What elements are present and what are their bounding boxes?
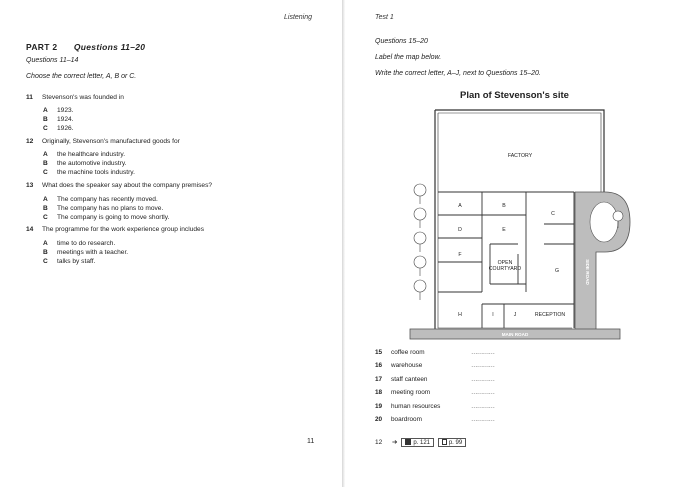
map-title: Plan of Stevenson's site bbox=[460, 90, 569, 101]
option-12-b[interactable]: B the automotive industry. bbox=[43, 160, 127, 167]
map-label-i: I bbox=[492, 312, 494, 318]
question-number: 12 bbox=[26, 138, 34, 145]
left-page bbox=[0, 0, 342, 487]
answer-row-20: 20 boardroom ………… bbox=[375, 415, 495, 423]
option-11-a[interactable]: A 1923. bbox=[43, 107, 74, 114]
option-12-a[interactable]: A the healthcare industry. bbox=[43, 151, 126, 158]
option-14-c[interactable]: C talks by staff. bbox=[43, 258, 96, 265]
roundabout-island bbox=[590, 202, 618, 242]
instruction: Choose the correct letter, A, B or C. bbox=[26, 73, 137, 80]
question-text: Originally, Stevenson's manufactured goods for bbox=[42, 138, 180, 145]
page-number: 12 bbox=[375, 439, 383, 446]
tree-icon bbox=[414, 280, 426, 300]
part-heading bbox=[26, 37, 145, 55]
part-questions: Questions 11–20 bbox=[73, 42, 146, 52]
instruction-label: Label the map below. bbox=[375, 54, 442, 61]
question-14 bbox=[26, 226, 204, 233]
map-label-e: E bbox=[502, 227, 506, 233]
answer-blank[interactable]: ………… bbox=[471, 415, 495, 423]
factory-label: FACTORY bbox=[507, 153, 533, 159]
arrow-icon: ➔ bbox=[392, 439, 398, 446]
instruction-write: Write the correct letter, A–J, next to Questions 15–20. bbox=[375, 70, 541, 77]
answer-row-16: 16 warehouse ………… bbox=[375, 362, 495, 370]
option-13-a[interactable]: A The company has recently moved. bbox=[43, 196, 158, 203]
transcript-reference[interactable]: p. 99 bbox=[438, 438, 466, 447]
answer-blank[interactable]: ………… bbox=[471, 349, 495, 356]
answer-row-19: 19 human resources ………… bbox=[375, 402, 495, 410]
answer-blank[interactable]: ………… bbox=[471, 362, 495, 370]
tree-icon bbox=[414, 184, 426, 204]
footer-references bbox=[375, 438, 466, 447]
tree-icon bbox=[414, 256, 426, 276]
question-text: Stevenson's was founded in bbox=[42, 94, 124, 101]
map-label-j: J bbox=[513, 312, 517, 318]
answer-row-18: 18 meeting room ………… bbox=[375, 389, 495, 397]
option-13-c[interactable]: C The company is going to move shortly. bbox=[43, 214, 170, 221]
question-text: The programme for the work experience group includes bbox=[42, 226, 204, 233]
question-number: 11 bbox=[26, 94, 33, 101]
map-label-d: D bbox=[458, 227, 462, 233]
map-label-g: G bbox=[554, 268, 560, 274]
option-13-b[interactable]: B The company has no plans to move. bbox=[43, 205, 164, 212]
answer-blank[interactable]: ………… bbox=[471, 389, 495, 397]
right-page bbox=[345, 0, 687, 487]
question-13 bbox=[26, 182, 212, 189]
option-11-c[interactable]: C 1926. bbox=[43, 125, 74, 132]
running-head: Listening bbox=[284, 14, 313, 21]
option-14-a[interactable]: A time to do research. bbox=[43, 240, 116, 247]
question-11 bbox=[26, 94, 124, 101]
option-12-c[interactable]: C the machine tools industry. bbox=[43, 169, 135, 176]
subsection-title: Questions 11–14 bbox=[26, 57, 79, 64]
answer-blank[interactable]: ………… bbox=[471, 375, 495, 383]
map-label-c: C bbox=[551, 211, 555, 217]
part-label: PART 2 bbox=[26, 42, 58, 52]
document-icon bbox=[442, 439, 447, 445]
key-icon bbox=[405, 439, 411, 445]
answer-row-17: 17 staff canteen ………… bbox=[375, 375, 495, 383]
courtyard-label-2: COURTYARD bbox=[488, 266, 522, 272]
question-text: What does the speaker say about the company premises? bbox=[42, 182, 213, 189]
question-number: 13 bbox=[26, 182, 34, 189]
subsection-title: Questions 15–20 bbox=[375, 38, 428, 45]
map-label-f: F bbox=[458, 252, 462, 258]
answer-blank[interactable]: ………… bbox=[471, 402, 495, 410]
page-number: 11 bbox=[307, 438, 315, 445]
main-road-label: MAIN ROAD bbox=[501, 332, 529, 337]
site-map bbox=[400, 104, 640, 344]
answer-row-15: 15 coffee room ………… bbox=[375, 349, 495, 356]
answer-key-reference[interactable]: p. 121 bbox=[401, 438, 434, 447]
answer-list bbox=[375, 349, 495, 429]
question-number: 14 bbox=[26, 226, 34, 233]
option-14-b[interactable]: B meetings with a teacher. bbox=[43, 249, 129, 256]
question-12 bbox=[26, 138, 180, 145]
tree-icon bbox=[414, 208, 426, 228]
map-label-h: H bbox=[458, 312, 462, 318]
option-11-b[interactable]: B 1924. bbox=[43, 116, 74, 123]
courtyard-label-1: OPEN bbox=[497, 260, 513, 266]
reception-label: RECEPTION bbox=[534, 312, 566, 318]
tree-icon bbox=[414, 232, 426, 252]
running-head: Test 1 bbox=[375, 14, 394, 21]
side-road-label: SIDE ROAD bbox=[585, 259, 590, 285]
map-label-b: B bbox=[502, 203, 506, 209]
map-label-a: A bbox=[458, 203, 462, 209]
